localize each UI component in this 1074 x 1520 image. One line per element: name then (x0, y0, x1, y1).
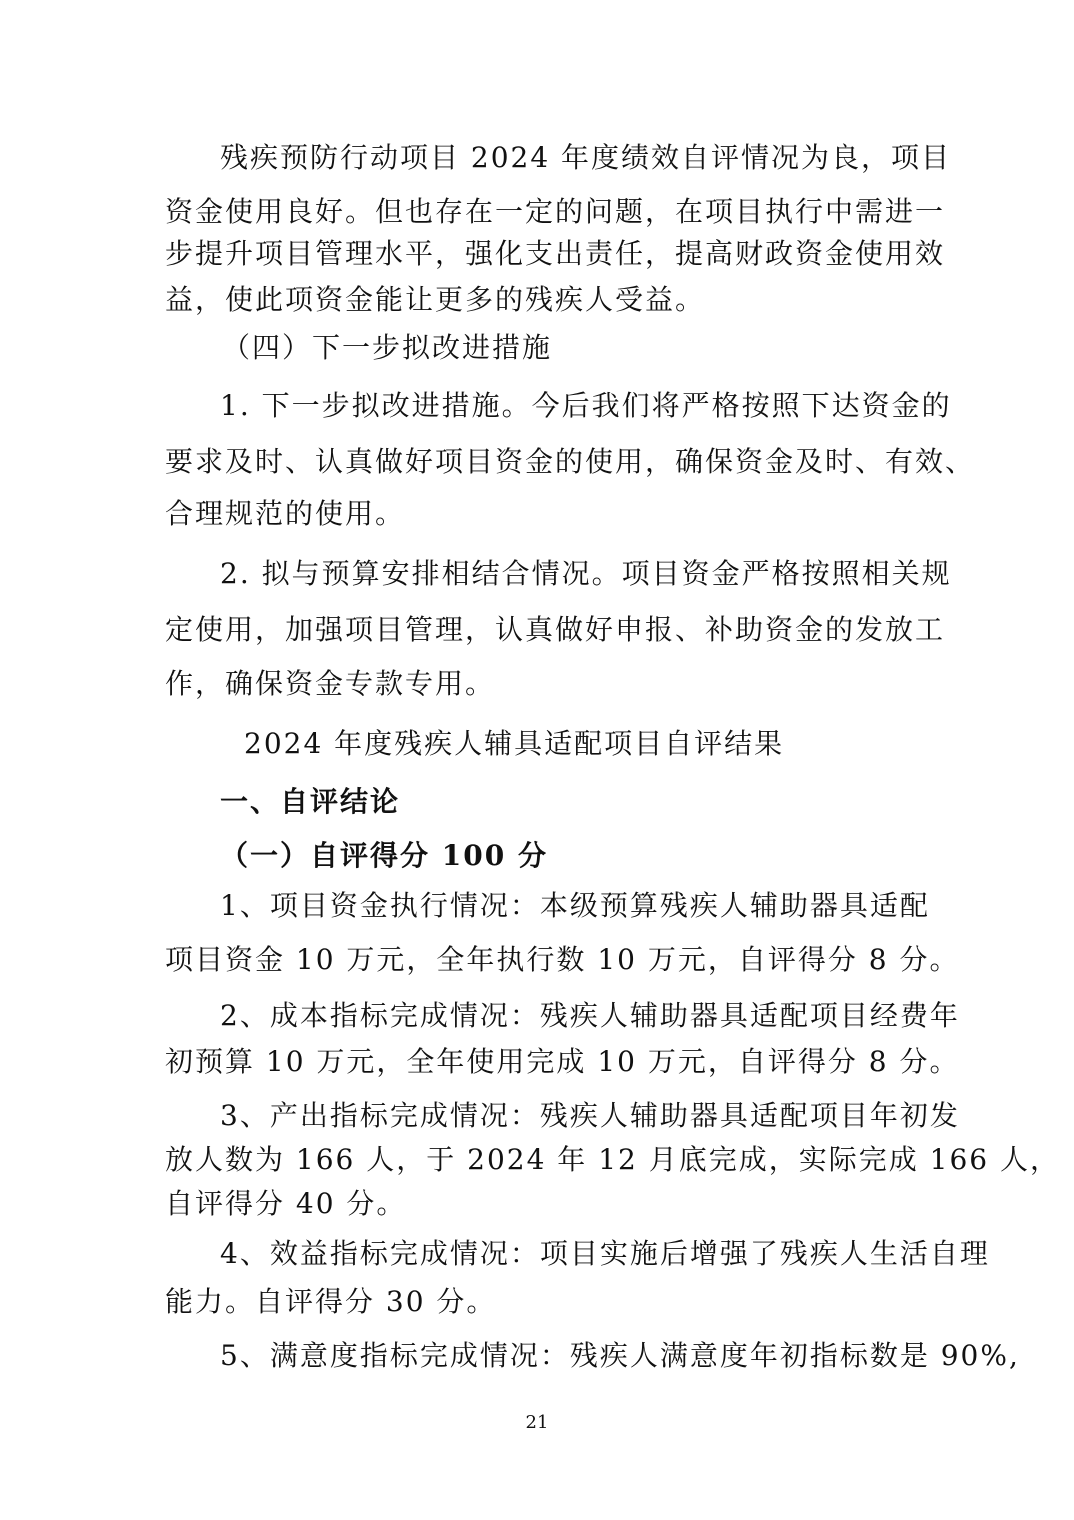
paragraph-line: 2. 拟与预算安排相结合情况。项目资金严格按照相关规 (220, 557, 952, 590)
list-item-line: 自评得分 40 分。 (165, 1187, 407, 1220)
list-item-line: 1、项目资金执行情况：本级预算残疾人辅助器具适配 (220, 889, 930, 922)
section-title: 2024 年度残疾人辅具适配项目自评结果 (244, 727, 785, 760)
list-item-line: 5、满意度指标完成情况：残疾人满意度年初指标数是 90%, (220, 1339, 1020, 1372)
paragraph-line: 1. 下一步拟改进措施。今后我们将严格按照下达资金的 (220, 389, 952, 422)
paragraph-line: 残疾预防行动项目 2024 年度绩效自评情况为良，项目 (220, 141, 952, 174)
paragraph-line: 定使用，加强项目管理，认真做好申报、补助资金的发放工 (165, 613, 946, 646)
list-item-line: 4、效益指标完成情况：项目实施后增强了残疾人生活自理 (220, 1237, 990, 1270)
list-item-line: 初预算 10 万元，全年使用完成 10 万元，自评得分 8 分。 (165, 1045, 960, 1078)
paragraph-line: 作，确保资金专款专用。 (165, 667, 496, 700)
paragraph-line: 步提升项目管理水平，强化支出责任，提高财政资金使用效 (165, 237, 946, 270)
heading-level-1: 一、自评结论 (220, 785, 401, 818)
list-item-line: 项目资金 10 万元，全年执行数 10 万元，自评得分 8 分。 (165, 943, 960, 976)
heading-level-2: （一）自评得分 100 分 (220, 839, 548, 872)
list-item-line: 放人数为 166 人，于 2024 年 12 月底完成，实际完成 166 人， (165, 1143, 1060, 1176)
paragraph-line: 益，使此项资金能让更多的残疾人受益。 (165, 283, 706, 316)
list-item-line: 2、成本指标完成情况：残疾人辅助器具适配项目经费年 (220, 999, 960, 1032)
paragraph-line: 要求及时、认真做好项目资金的使用，确保资金及时、有效、 (165, 445, 976, 478)
list-item-line: 能力。自评得分 30 分。 (165, 1285, 497, 1318)
paragraph-line: 合理规范的使用。 (165, 497, 406, 530)
page-number: 21 (525, 1412, 549, 1433)
subsection-heading: （四）下一步拟改进措施 (222, 331, 553, 364)
list-item-line: 3、产出指标完成情况：残疾人辅助器具适配项目年初发 (220, 1099, 960, 1132)
paragraph-line: 资金使用良好。但也存在一定的问题，在项目执行中需进一 (165, 195, 946, 228)
